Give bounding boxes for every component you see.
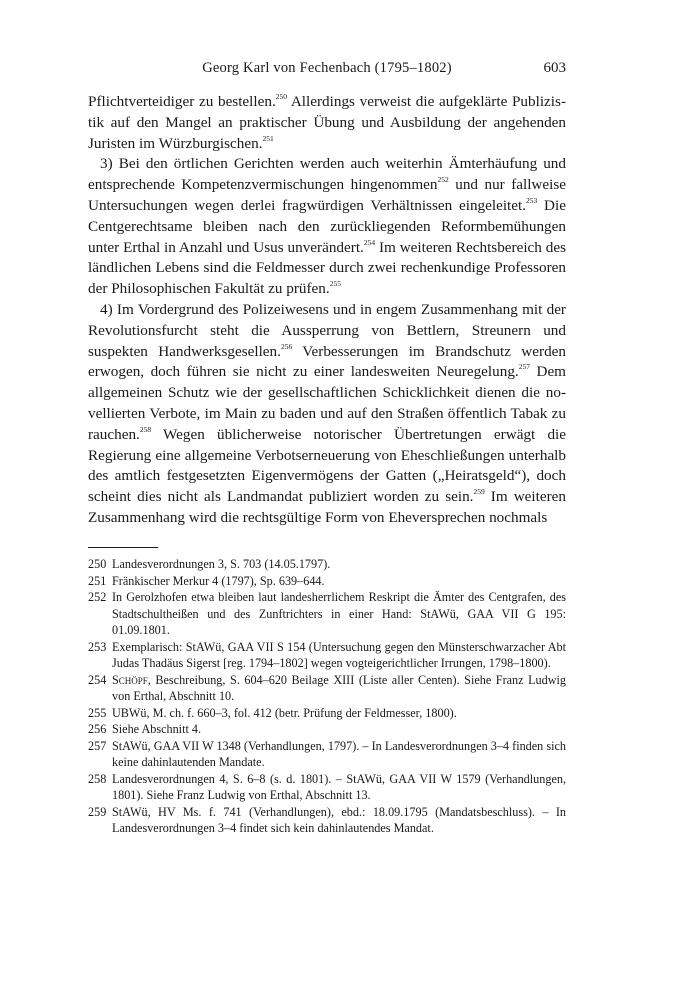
text-run: Exemplarisch: StAWü, GAA VII S 154 (Untersuchung gegen den Münsterschwarzacher Abt Judas Thadäus Sigerst [reg. 1794–1802] wegen vogteigerichtlicher Irrungen, 1798–1800).	[112, 639, 566, 670]
footnote	[88, 639, 566, 672]
footnote-text	[112, 771, 566, 804]
text-run: Wegen üblicherweise notorischer Übertretungen erwägt die Regierung eine allgemeine Verbotserneuerung von Eheschließungen unterhalb des amtlich festgesetzten Eigenvermögens der Gatten („Heiratsgeld“), doch scheint dies nicht als Landmandat publiziert worden zu sein.	[88, 425, 566, 506]
footnote	[88, 556, 566, 573]
text-run: In Gerolzhofen etwa bleiben laut landesherrlichem Reskript die Ämter des Centgrafen, des Stadtschultheißen und des Zunftrichters in einer Hand: StAWü, GAA VII G 195: 01.09.1801.	[112, 590, 566, 637]
footnote-separator	[88, 547, 158, 548]
footnote-number: 252	[88, 590, 107, 604]
footnote-number: 256	[88, 722, 107, 736]
footnote-number: 250	[88, 557, 107, 571]
footnote	[88, 771, 566, 804]
footnote-reference: 258	[139, 424, 152, 434]
footnote-text	[112, 705, 566, 722]
text-run: , Beschreibung, S. 604–620 Beilage XIII (Liste aller Centen). Siehe Franz Ludwig von Erthal, Abschnitt 10.	[112, 672, 566, 703]
footnote	[88, 804, 566, 837]
footnote	[88, 573, 566, 590]
footnotes	[88, 556, 566, 837]
body-text	[88, 92, 566, 529]
footnote-reference: 256	[280, 341, 293, 351]
text-run: Verbesserungen im Brandschutz werden erwogen, doch führen sie nicht zu einer landesweiten Neuregelung.	[88, 342, 566, 381]
text-run: Im weiteren Zusammenhang wird die rechtsgültige Form von Eheversprechen nochmals	[88, 488, 566, 526]
footnote-reference: 251	[262, 133, 274, 143]
footnote	[88, 589, 566, 639]
text-run: 4) Im Vordergrund des Polizeiwesens und in engem Zusammenhang mit der Revolutionsfurcht steht die Aussperrung von Bettlern, Streunern und suspekten Handwerksgesellen.	[88, 300, 566, 360]
page-number: 603	[543, 60, 566, 76]
text-run: Allerdings verweist die aufgeklärte Publizistik auf den Mangel an praktischer Übung und Ausbildung der angehenden Juristen im Würzburgischen.	[88, 93, 566, 152]
text-run: Siehe Abschnitt 4.	[112, 722, 202, 736]
footnote-text	[112, 556, 566, 573]
footnote-reference: 250	[275, 91, 287, 101]
paragraph	[88, 92, 566, 154]
footnote-reference: 255	[329, 279, 341, 289]
footnote-text	[112, 573, 566, 590]
text-run: Landesverordnungen 3, S. 703 (14.05.1797).	[112, 557, 331, 571]
text-run: und nur fallweise Untersuchungen wegen derlei fragwürdigen Verhältnissen eingeleitet.	[88, 176, 567, 214]
text-run: UBWü, M. ch. f. 660–3, fol. 412 (betr. Prüfung der Feldmesser, 1800).	[112, 705, 457, 720]
text-run: Fränkischer Merkur 4 (1797), Sp. 639–644.	[112, 573, 325, 588]
text-run: Pflichtverteidiger zu bestellen.	[88, 93, 276, 110]
footnote-number: 258	[88, 771, 107, 786]
footnote-reference: 259	[473, 487, 485, 497]
footnote-text	[112, 721, 566, 738]
footnote-number: 255	[88, 705, 107, 720]
footnote-reference: 254	[363, 237, 376, 247]
text-run: StAWü, GAA VII W 1348 (Verhandlungen, 1797). – In Landesverordnungen 3–4 finden sich keine dahinlautenden Mandate.	[112, 738, 566, 769]
footnote-number: 259	[88, 804, 107, 819]
text-run: Dem allgemeinen Schutz wie der gesellschaftlichen Schicklichkeit dienen die novellierten Verbote, im Main zu baden und auf den Straßen öffentlich Tabak zu rauchen.	[88, 363, 566, 443]
footnote-reference: 252	[437, 175, 449, 185]
footnote	[88, 738, 566, 771]
footnote-number: 253	[88, 639, 107, 654]
author-name: Schöpf	[112, 672, 148, 687]
footnote-reference: 253	[526, 195, 538, 205]
footnote-number: 251	[88, 573, 107, 588]
running-header	[88, 60, 566, 82]
footnote-number: 254	[88, 672, 107, 687]
footnote	[88, 672, 566, 705]
text-run: Im weiteren Rechtsbereich des ländlichen Lebens sind die Feldmesser durch zwei rechenkundige Professoren der Philosophischen Fakultät zu prüfen.	[88, 238, 567, 298]
text-run: Die Centgerechtsame bleiben nach den zurückliegenden Reformbemühungen unter Erthal in Anzahl und Usus unverändert.	[88, 196, 566, 256]
footnote-text	[112, 738, 566, 771]
paragraph	[88, 300, 566, 529]
footnote-text	[112, 589, 566, 639]
running-title: Georg Karl von Fechenbach (1795–1802)	[202, 60, 452, 76]
text-run: 3) Bei den örtlichen Gerichten werden auch weiterhin Ämterhäufung und entsprechende Kompetenzvermischungen hingenommen	[88, 155, 566, 194]
footnote-text	[112, 804, 566, 837]
text-run: Landesverordnungen 4, S. 6–8 (s. d. 1801). – StAWü, GAA VII W 1579 (Verhandlungen, 1801). Siehe Franz Ludwig von Erthal, Abschnitt 13.	[112, 771, 566, 802]
footnote-text	[112, 639, 566, 672]
footnote-reference: 257	[518, 362, 530, 372]
footnote-text	[112, 672, 566, 705]
text-run: StAWü, HV Ms. f. 741 (Verhandlungen), ebd.: 18.09.1795 (Mandatsbeschluss). – In Landesverordnungen 3–4 findet sich kein dahinlautendes Mandat.	[112, 804, 566, 835]
footnote-number: 257	[88, 738, 107, 753]
paragraph	[88, 154, 566, 300]
footnote	[88, 705, 566, 722]
footnote	[88, 721, 566, 738]
